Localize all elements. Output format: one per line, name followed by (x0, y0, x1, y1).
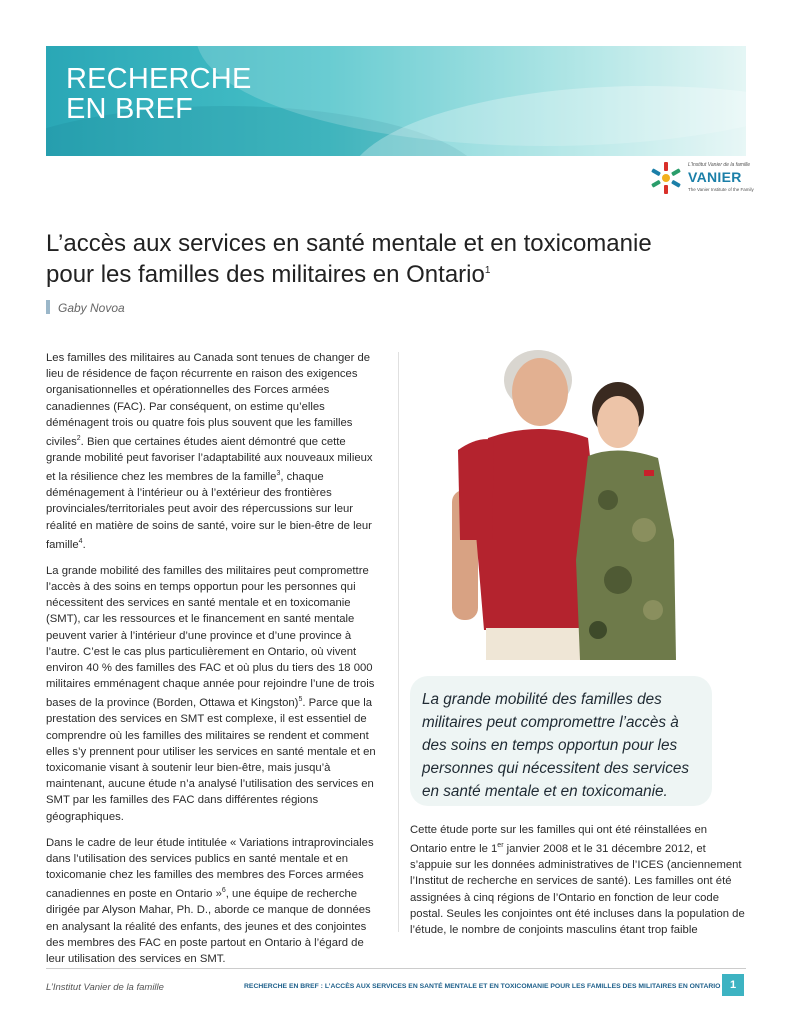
logo-institute-name: L’Institut Vanier de la famille (688, 162, 751, 168)
right-column (410, 822, 745, 948)
logo-wordmark: VANIER (688, 169, 742, 185)
series-title-line2: EN BREF (66, 93, 194, 125)
footnote-ref[interactable]: 3 (276, 470, 281, 478)
footnote-ref[interactable]: 5 (298, 696, 303, 704)
vanier-snowflake-icon (648, 160, 684, 196)
footnote-ref[interactable]: 2 (76, 435, 81, 443)
paragraph: La grande mobilité des familles des militaires peut compromettre l’accès à des soins en temps opportun pour les personnes qui nécessitent des services en santé mentale et en toxicomanie (SMT), car les ressources et le financement en santé mentale peuvent varier à l’intérieur d’une province et d’une province à l’autre. C’est le cas plus particulièrement en Ontario, où vivent environ 40 % des familles des FAC et où plus du tiers des 18 000 militaires emménagent chaque année pour rejoindre l’une de trois bases de la province (Borden, Ottawa et Kingston)$^5$. Parce que la prestation des services en SMT est complexe, il est essentiel de comprendre où les familles des militaires se rendent et comment elles s’y prennent pour utiliser les services en santé mentale et en toxicomanie visant à soutenir leur bien-être, mais jusqu’à maintenant, aucune étude n’a analysé l’utilisation des services en SMT par les familles des FAC dans différentes régions géographiques. (46, 564, 376, 823)
footnote-ref[interactable]: 1 (484, 265, 491, 276)
paragraph: Dans le cadre de leur étude intitulée « Variations intraprovinciales dans l’utilisation des services publics en santé mentale et en toxicomanie chez les familles des membres des Forces armées canadiennes en poste en Ontario »$^6$, une équipe de recherche dirigée par Alyson Mahar, Ph. D., aborde ce manque de données en analysant la réalité des enfants, des jeunes et des conjointes des membres des FAC en poste partout en Ontario à l’égard de leur utilisation des services en SMT. (46, 836, 374, 965)
logo-subtitle: The Vanier Institute of the Family (688, 187, 754, 192)
pull-quote (410, 676, 712, 806)
article-title-line1: L’accès aux services en santé mentale et en toxicomanie (46, 230, 652, 257)
left-column (46, 350, 376, 977)
footnote-ref[interactable]: 4 (78, 537, 83, 545)
pull-quote-text: La grande mobilité des familles des militaires peut compromettre l’accès à des soins en temps opportun pour les personnes qui nécessitent des services en santé mentale et en toxicomanie. (422, 691, 689, 800)
footer-institute: L’Institut Vanier de la famille (46, 982, 164, 993)
vanier-logo (648, 160, 754, 200)
series-title-line1: RECHERCHE (66, 63, 252, 95)
ordinal-suffix: er (497, 842, 504, 850)
author-byline (46, 300, 125, 315)
paragraph: Les familles des militaires au Canada sont tenues de changer de lieu de résidence de façon récurrente en raison des exigences organisationnelles et opérationnelles des Forces armées canadiennes (FAC). Par conséquent, on estime qu’elles déménagent trois ou quatre fois plus souvent que les familles civiles$^2$. Bien que certaines études aient démontré que cette grande mobilité peut favoriser l’adaptabilité aux nouveaux milieux et la résilience chez les membres de la famille$^3$, chaque déménagement à l’intérieur ou à l’extérieur des frontières provinciales/territoriales peut avoir des répercussions sur leur réalité en matière de soins de santé, voire sur le bien-être de leur famille$^4$. (46, 352, 373, 551)
byline-bar (46, 300, 50, 314)
header-banner (46, 46, 746, 156)
author-name: Gaby Novoa (58, 301, 125, 315)
article-title-line2: pour les familles des militaires en Ontario (46, 261, 485, 288)
footnote-ref[interactable]: 6 (221, 887, 226, 895)
family-photo (448, 340, 708, 660)
column-divider (398, 352, 399, 932)
paragraph: Cette étude porte sur les familles qui ont été réinstallées en Ontario entre le 1er janvier 2008 et le 31 décembre 2012, et s’appuie sur les données administratives de l’ICES (anciennement l’Institut de recherche en services de santé). Les familles ont été assignées à cinq régions de l’Ontario en fonction de leur code postal. Seules les conjointes ont été incluses dans la population de l’étude, le nombre de conjoints masculins étant trop faible (410, 824, 745, 936)
page-number: 1 (722, 974, 744, 996)
footer-divider (46, 968, 746, 969)
footer-running-title: RECHERCHE EN BREF : L’ACCÈS AUX SERVICES EN SANTÉ MENTALE ET EN TOXICOMANIE POUR LES FAMILLES DES MILITAIRES EN ONTARIO (244, 983, 721, 990)
series-title (66, 64, 252, 124)
article-title (46, 230, 696, 288)
